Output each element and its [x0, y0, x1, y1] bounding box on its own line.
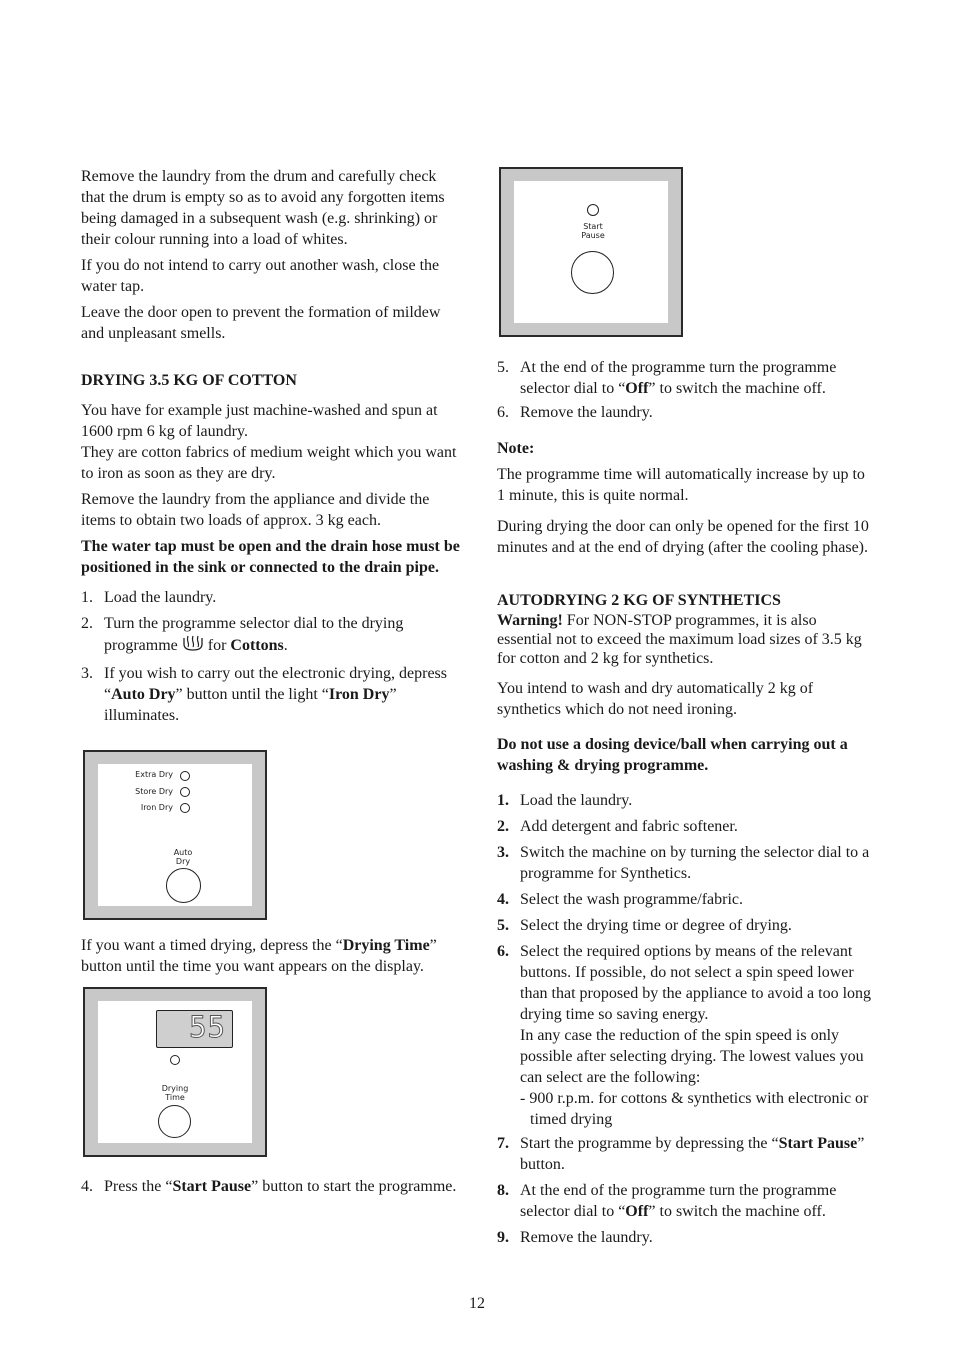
step-text: Select the drying time or degree of drying. — [520, 917, 792, 934]
step-number: 2. — [81, 615, 93, 632]
start-pause-led-icon — [587, 204, 599, 216]
auto-dry-label-line1: Auto — [173, 848, 193, 857]
drying-time-button-icon — [158, 1105, 191, 1138]
drying-time-led-icon — [170, 1055, 180, 1065]
list-item — [497, 1227, 872, 1248]
step-text: Start the programme by depressing the “ — [520, 1135, 779, 1152]
right-column — [497, 357, 872, 1248]
auto-dry-label: Auto Dry — [111, 686, 176, 703]
cottons-label: Cottons — [230, 637, 284, 654]
paragraph-example-a: You have for example just machine-washed and spun at 1600 rpm 6 kg of laundry. — [81, 402, 438, 440]
step-text: Remove the laundry. — [520, 1229, 653, 1246]
step-text: Remove the laundry. — [520, 404, 653, 421]
step-text: Select the required options by means of the relevant buttons. If possible, do not select a spin speed lower than that proposed by the appliance to avoid a too long drying time so saving energy. — [520, 943, 872, 1023]
auto-dry-button-label — [158, 848, 208, 866]
step-text-mid: ” button until the light “ — [175, 686, 329, 703]
drying-time-panel-illustration — [83, 987, 267, 1157]
step-text: At the end of the programme turn the programme selector dial to “ — [520, 1182, 837, 1220]
warning-water-tap: The water tap must be open and the drain hose must be positioned in the sink or connected to the drain pipe. — [81, 538, 460, 576]
step-number: 1. — [497, 792, 509, 809]
list-item-step2 — [81, 613, 461, 658]
step-number: 3. — [497, 844, 509, 861]
paragraph-check-drum: Remove the laundry from the drum and carefully check that the drum is empty so as to avoid any forgotten items being damaged in a subsequent wash (e.g. shrinking) or their colour running into a load of whites. — [81, 168, 445, 248]
drying-time-label: Drying Time — [342, 937, 430, 954]
list-item — [497, 1180, 872, 1222]
step-number: 9. — [497, 1229, 509, 1246]
iron-dry-label: Iron Dry — [140, 803, 173, 812]
dosing-warning: Do not use a dosing device/ball when carrying out a washing & drying programme. — [497, 736, 848, 774]
list-item-step3 — [81, 663, 461, 726]
heading-drying-cotton: DRYING 3.5 KG OF COTTON — [81, 372, 297, 389]
warning-label: Warning! — [497, 612, 563, 629]
synthetics-steps-list — [497, 790, 872, 1248]
step-number: 6. — [497, 404, 509, 421]
note-heading: Note: — [497, 440, 535, 457]
start-pause-button-icon — [571, 251, 614, 294]
drying-time-label-line1: Drying — [161, 1084, 189, 1093]
list-item-step6 — [497, 402, 872, 423]
auto-dry-label-line2: Dry — [175, 857, 191, 866]
spin-speed-note: - 900 r.p.m. for cottons & synthetics with electronic or timed drying — [520, 1090, 869, 1128]
step-text: At the end of the programme turn the programme selector dial to “ — [520, 359, 837, 397]
start-label-line1: Start — [583, 222, 603, 231]
timed-text-end: ” button until the time you want appears on the display. — [81, 937, 437, 975]
panel-face — [98, 1001, 252, 1143]
list-item — [497, 889, 872, 910]
off-label: Off — [625, 380, 649, 397]
step-number: 8. — [497, 1182, 509, 1199]
start-pause-button-label — [568, 222, 618, 240]
drying-programme-icon — [182, 634, 204, 658]
display-value: 55 — [189, 1010, 226, 1044]
start-pause-label: Start Pause — [778, 1135, 858, 1152]
paragraph-example-b: They are cotton fabrics of medium weight which you want to iron as soon as they are dry. — [81, 444, 457, 482]
step-text: Load the laundry. — [104, 589, 217, 606]
step-number: 4. — [497, 891, 509, 908]
step-number: 6. — [497, 943, 509, 960]
step-text-end: ” to switch the machine off. — [648, 380, 826, 397]
time-display — [156, 1010, 233, 1048]
start-pause-label: Start Pause — [172, 1178, 252, 1195]
step-text-end: . — [283, 637, 288, 654]
drying-time-label-line2: Time — [165, 1093, 185, 1102]
step-text-end: ” button to start the programme. — [251, 1178, 457, 1195]
step-number: 5. — [497, 917, 509, 934]
step-number: 4. — [81, 1178, 93, 1195]
panel-face — [98, 764, 252, 906]
iron-dry-led-icon — [180, 803, 190, 813]
step-number: 2. — [497, 818, 509, 835]
off-label: Off — [625, 1203, 649, 1220]
paragraph-close-tap: If you do not intend to carry out another wash, close the water tap. — [81, 257, 440, 295]
step-text: If you wish to carry out the electronic drying, depress “ — [104, 665, 448, 703]
warning-text: For NON-STOP programmes, it is also essential not to exceed the maximum load sizes of 3.5 kg for cotton and 2 kg for synthetics. — [497, 612, 862, 667]
step-text-end: ” to switch the machine off. — [648, 1203, 826, 1220]
step-number: 1. — [81, 589, 93, 606]
list-item — [497, 915, 872, 936]
list-item-step1 — [81, 587, 461, 608]
store-dry-label: Store Dry — [135, 787, 173, 796]
step-text-continued: In any case the reduction of the spin speed is only possible after selecting drying. The lowest values you can select are the following: — [520, 1027, 864, 1086]
step-text: Press the “ — [104, 1178, 173, 1195]
left-column — [81, 166, 461, 726]
auto-dry-panel-illustration — [83, 750, 267, 920]
step-number: 5. — [497, 359, 509, 376]
timed-drying-paragraph — [81, 935, 461, 977]
step-text: Switch the machine on by turning the selector dial to a programme for Synthetics. — [520, 844, 870, 882]
step-text: Load the laundry. — [520, 792, 633, 809]
step-text-connector: for — [203, 637, 231, 654]
step-number: 7. — [497, 1135, 509, 1152]
step-text: Select the wash programme/fabric. — [520, 891, 744, 908]
panel-face — [514, 181, 668, 323]
step-number: 3. — [81, 665, 93, 682]
extra-dry-led-icon — [180, 771, 190, 781]
list-item — [497, 842, 872, 884]
list-item — [497, 1133, 872, 1175]
list-item — [497, 790, 872, 811]
paragraph-divide-loads: Remove the laundry from the appliance and divide the items to obtain two loads of approx. 3 kg each. — [81, 491, 430, 529]
step-text: Add detergent and fabric softener. — [520, 818, 738, 835]
list-item — [497, 941, 872, 1130]
paragraph-door-open: Leave the door open to prevent the formation of mildew and unpleasant smells. — [81, 304, 441, 342]
timed-text: If you want a timed drying, depress the “ — [81, 937, 343, 954]
list-item — [497, 816, 872, 837]
drying-time-button-label — [150, 1084, 200, 1102]
start-pause-panel-illustration — [499, 167, 683, 337]
extra-dry-label: Extra Dry — [135, 770, 173, 779]
start-label-line2: Pause — [581, 231, 605, 240]
page-number: 12 — [469, 1295, 485, 1312]
iron-dry-label: Iron Dry — [328, 686, 390, 703]
intro-paragraph: You intend to wash and dry automatically 2 kg of synthetics which do not need ironing. — [497, 680, 814, 718]
step-text-end: ” button. — [520, 1135, 865, 1173]
store-dry-led-icon — [180, 787, 190, 797]
auto-dry-button-icon — [166, 868, 201, 903]
note-paragraph-1: The programme time will automatically increase by up to 1 minute, this is quite normal. — [497, 466, 865, 504]
step-text: Turn the programme selector dial to the drying programme — [104, 615, 404, 654]
list-item-step5 — [497, 357, 872, 399]
note-paragraph-2: During drying the door can only be opened for the first 10 minutes and at the end of drying (after the cooling phase). — [497, 518, 869, 556]
list-item-step4 — [81, 1176, 461, 1197]
warning-paragraph — [497, 611, 872, 668]
step-text-end: ” illuminates. — [104, 686, 397, 724]
heading-autodrying-synthetics: AUTODRYING 2 KG OF SYNTHETICS — [497, 592, 781, 609]
